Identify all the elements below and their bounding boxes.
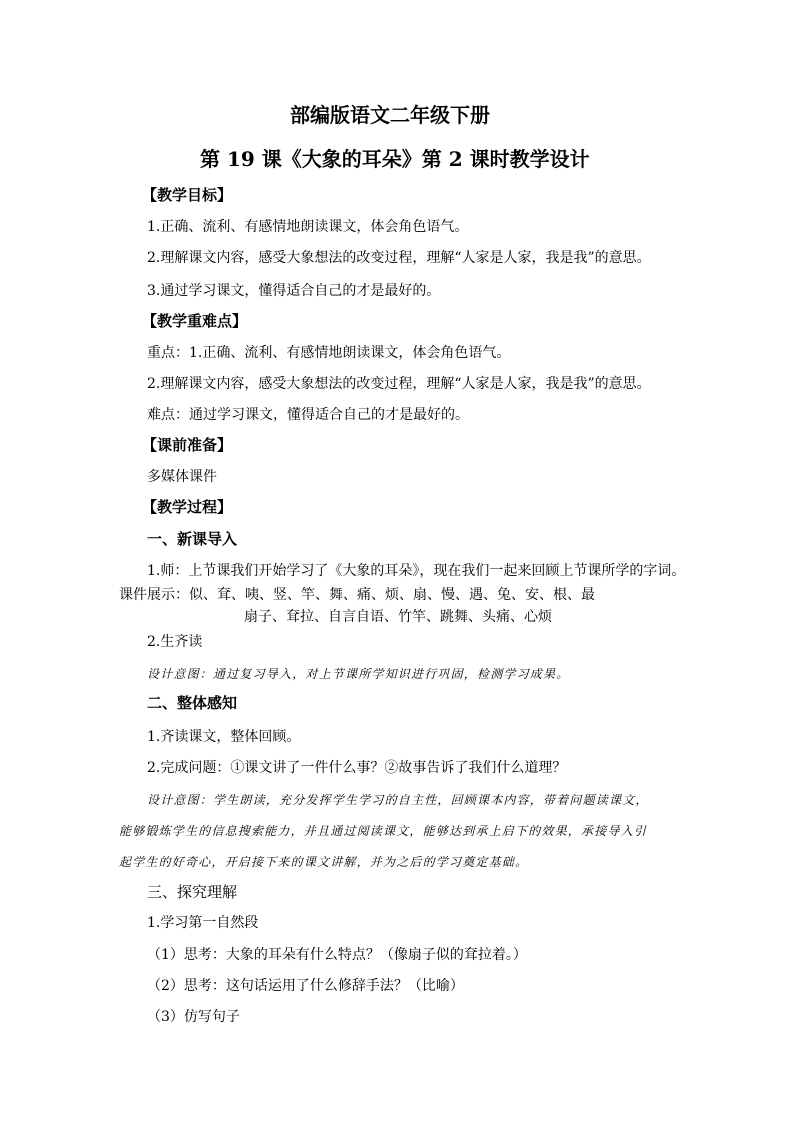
keypoint-item: 2.理解课文内容，感受大象想法的改变过程，理解“人家是人家，我是我”的意思。 xyxy=(147,376,651,392)
keypoint-item: 重点：1.正确、流利、有感情地朗读课文，体会角色语气。 xyxy=(147,345,511,361)
goals-heading: 【教学目标】 xyxy=(142,186,233,204)
section-2-design-note: 设计意图：学生朗读，充分发挥学生学习的自主性，回顾课本内容，带着问题读课文， xyxy=(147,793,649,807)
section-1-heading: 一、新课导入 xyxy=(147,530,238,548)
section-1-design-note: 设计意图：通过复习导入，对上节课所学知识进行巩固，检测学习成果。 xyxy=(147,667,570,681)
process-heading: 【教学过程】 xyxy=(142,498,233,516)
section-2-line: 1.齐读课文，整体回顾。 xyxy=(147,729,301,745)
goal-item: 2.理解课文内容，感受大象想法的改变过程，理解“人家是人家，我是我”的意思。 xyxy=(147,250,651,266)
section-2-heading: 二、整体感知 xyxy=(147,694,238,712)
section-1-line: 扇子、耷拉、自言自语、竹竿、跳舞、头痛、心烦 xyxy=(244,609,552,625)
section-2-design-note: 起学生的好奇心，开启接下来的课文讲解，并为之后的学习奠定基础。 xyxy=(119,855,529,869)
section-3-line: 1.学习第一自然段 xyxy=(147,915,259,931)
section-2-line: 2.完成问题：①课文讲了一件什么事？②故事告诉了我们什么道理？ xyxy=(147,760,567,776)
section-3-line: （3）仿写句子 xyxy=(147,1009,240,1025)
section-1-line: 1.师：上节课我们开始学习了《大象的耳朵》，现在我们一起来回顾上节课所学的字词。 xyxy=(147,563,686,579)
prep-text: 多媒体课件 xyxy=(147,469,217,485)
section-3-line: （1）思考：大象的耳朵有什么特点？（像扇子似的耷拉着。） xyxy=(147,947,527,963)
section-2-design-note: 能够锻炼学生的信息搜索能力，并且通过阅读课文，能够达到承上启下的效果，承接导入引 xyxy=(119,824,648,838)
section-1-line: 2.生齐读 xyxy=(147,634,203,650)
section-3-heading: 三、探究理解 xyxy=(147,883,238,901)
keypoint-item: 难点：通过学习课文，懂得适合自己的才是最好的。 xyxy=(147,407,469,423)
document-subtitle: 第 19 课《大象的耳朵》第 2 课时教学设计 xyxy=(200,147,590,171)
goal-item: 1.正确、流利、有感情地朗读课文，体会角色语气。 xyxy=(147,219,469,235)
goal-item: 3.通过学习课文，懂得适合自己的才是最好的。 xyxy=(147,283,441,299)
document-title: 部编版语文二年级下册 xyxy=(290,103,490,127)
section-1-line: 课件展示：似、耷、咦、竖、竿、舞、痛、烦、扇、慢、遇、兔、安、根、最 xyxy=(119,587,595,603)
prep-heading: 【课前准备】 xyxy=(142,436,233,454)
section-3-line: （2）思考：这句话运用了什么修辞手法？（比喻） xyxy=(147,978,464,994)
keypoints-heading: 【教学重难点】 xyxy=(142,312,248,330)
